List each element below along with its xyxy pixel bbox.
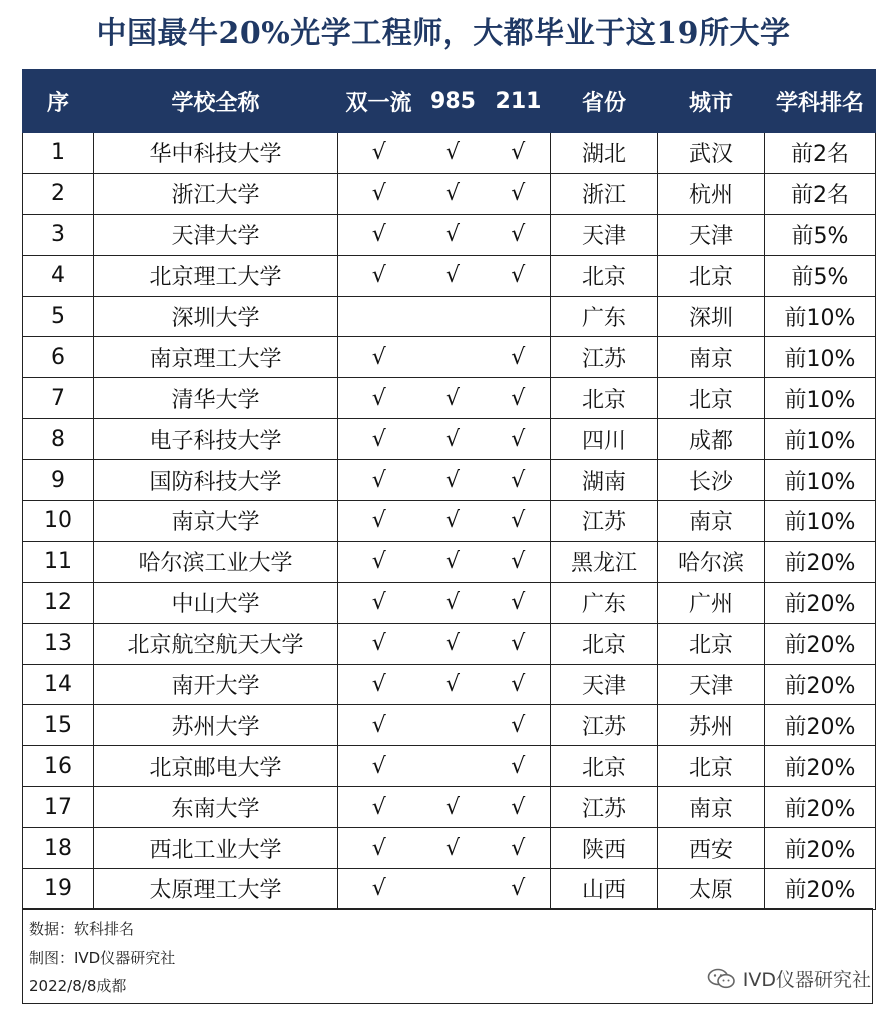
cell-985: √ (420, 173, 487, 214)
cell-university-name: 南京大学 (94, 501, 338, 542)
cell-city: 哈尔滨 (658, 541, 765, 582)
page-title: 中国最牛20%光学工程师，大都毕业于这19所大学 (96, 16, 791, 51)
cell-double-first-class: √ (338, 133, 420, 174)
header-rank: 学科排名 (765, 70, 876, 133)
cell-211 (487, 296, 551, 337)
header-no: 序 (23, 70, 94, 133)
header-province: 省份 (551, 70, 658, 133)
cell-rank: 前20% (765, 541, 876, 582)
cell-double-first-class: √ (338, 460, 420, 501)
table-row (23, 296, 876, 337)
cell-no: 14 (23, 664, 94, 705)
table-row (23, 828, 876, 869)
cell-211: √ (487, 255, 551, 296)
cell-city: 南京 (658, 787, 765, 828)
cell-city: 成都 (658, 419, 765, 460)
cell-985: √ (420, 133, 487, 174)
cell-985: √ (420, 582, 487, 623)
cell-985 (420, 296, 487, 337)
cell-double-first-class: √ (338, 337, 420, 378)
cell-rank: 前5% (765, 214, 876, 255)
table-header-row (23, 70, 876, 133)
cell-no: 6 (23, 337, 94, 378)
cell-university-name: 东南大学 (94, 787, 338, 828)
cell-rank: 前20% (765, 746, 876, 787)
table-row (23, 541, 876, 582)
cell-no: 19 (23, 869, 94, 910)
cell-province: 江苏 (551, 337, 658, 378)
cell-province: 广东 (551, 296, 658, 337)
cell-rank: 前2名 (765, 173, 876, 214)
cell-985: √ (420, 214, 487, 255)
cell-university-name: 天津大学 (94, 214, 338, 255)
cell-university-name: 南京理工大学 (94, 337, 338, 378)
cell-university-name: 北京邮电大学 (94, 746, 338, 787)
cell-city: 武汉 (658, 133, 765, 174)
cell-city: 北京 (658, 746, 765, 787)
cell-no: 9 (23, 460, 94, 501)
cell-985: √ (420, 501, 487, 542)
footer-maker: 制图：IVD仪器研究社 (29, 949, 176, 967)
cell-double-first-class: √ (338, 664, 420, 705)
cell-double-first-class (338, 296, 420, 337)
cell-province: 陕西 (551, 828, 658, 869)
cell-985 (420, 705, 487, 746)
table-row (23, 378, 876, 419)
cell-province: 江苏 (551, 705, 658, 746)
cell-no: 3 (23, 214, 94, 255)
cell-985: √ (420, 787, 487, 828)
cell-university-name: 浙江大学 (94, 173, 338, 214)
cell-university-name: 哈尔滨工业大学 (94, 541, 338, 582)
cell-211: √ (487, 787, 551, 828)
cell-no: 11 (23, 541, 94, 582)
cell-double-first-class: √ (338, 705, 420, 746)
cell-province: 黑龙江 (551, 541, 658, 582)
wechat-icon (707, 968, 737, 990)
cell-rank: 前20% (765, 787, 876, 828)
cell-university-name: 苏州大学 (94, 705, 338, 746)
cell-no: 18 (23, 828, 94, 869)
cell-211: √ (487, 623, 551, 664)
cell-985: √ (420, 664, 487, 705)
cell-city: 太原 (658, 869, 765, 910)
cell-985: √ (420, 541, 487, 582)
cell-no: 15 (23, 705, 94, 746)
cell-985: √ (420, 460, 487, 501)
cell-province: 山西 (551, 869, 658, 910)
cell-985: √ (420, 255, 487, 296)
cell-double-first-class: √ (338, 378, 420, 419)
cell-university-name: 北京航空航天大学 (94, 623, 338, 664)
cell-rank: 前5% (765, 255, 876, 296)
table-row (23, 460, 876, 501)
cell-rank: 前10% (765, 460, 876, 501)
cell-rank: 前10% (765, 378, 876, 419)
cell-province: 四川 (551, 419, 658, 460)
cell-city: 苏州 (658, 705, 765, 746)
header-city: 城市 (658, 70, 765, 133)
table-row (23, 705, 876, 746)
cell-985: √ (420, 378, 487, 419)
cell-university-name: 北京理工大学 (94, 255, 338, 296)
cell-university-name: 深圳大学 (94, 296, 338, 337)
cell-double-first-class: √ (338, 787, 420, 828)
cell-no: 12 (23, 582, 94, 623)
cell-city: 天津 (658, 214, 765, 255)
cell-province: 江苏 (551, 787, 658, 828)
table-row (23, 501, 876, 542)
cell-city: 北京 (658, 255, 765, 296)
cell-985: √ (420, 828, 487, 869)
cell-double-first-class: √ (338, 255, 420, 296)
cell-211: √ (487, 705, 551, 746)
cell-no: 2 (23, 173, 94, 214)
cell-university-name: 西北工业大学 (94, 828, 338, 869)
table-row (23, 623, 876, 664)
table-row (23, 214, 876, 255)
cell-211: √ (487, 664, 551, 705)
cell-double-first-class: √ (338, 501, 420, 542)
cell-double-first-class: √ (338, 623, 420, 664)
cell-double-first-class: √ (338, 541, 420, 582)
cell-city: 南京 (658, 501, 765, 542)
table-row (23, 582, 876, 623)
cell-double-first-class: √ (338, 869, 420, 910)
cell-province: 天津 (551, 214, 658, 255)
cell-985 (420, 337, 487, 378)
cell-university-name: 中山大学 (94, 582, 338, 623)
cell-rank: 前10% (765, 419, 876, 460)
cell-rank: 前10% (765, 501, 876, 542)
cell-province: 北京 (551, 746, 658, 787)
cell-double-first-class: √ (338, 582, 420, 623)
cell-no: 7 (23, 378, 94, 419)
cell-province: 北京 (551, 623, 658, 664)
cell-rank: 前20% (765, 828, 876, 869)
cell-985 (420, 746, 487, 787)
cell-rank: 前20% (765, 664, 876, 705)
cell-university-name: 电子科技大学 (94, 419, 338, 460)
table-row (23, 869, 876, 910)
cell-city: 北京 (658, 378, 765, 419)
cell-985 (420, 869, 487, 910)
cell-rank: 前20% (765, 869, 876, 910)
cell-no: 4 (23, 255, 94, 296)
cell-211: √ (487, 460, 551, 501)
cell-211: √ (487, 746, 551, 787)
header-985: 985 (420, 70, 487, 133)
table-row (23, 787, 876, 828)
cell-rank: 前20% (765, 705, 876, 746)
footer-source: 数据：软科排名 (29, 920, 135, 938)
table-row (23, 664, 876, 705)
cell-no: 17 (23, 787, 94, 828)
cell-no: 1 (23, 133, 94, 174)
cell-university-name: 太原理工大学 (94, 869, 338, 910)
cell-province: 江苏 (551, 501, 658, 542)
cell-211: √ (487, 582, 551, 623)
cell-double-first-class: √ (338, 173, 420, 214)
header-211: 211 (487, 70, 551, 133)
cell-city: 南京 (658, 337, 765, 378)
cell-city: 广州 (658, 582, 765, 623)
cell-province: 浙江 (551, 173, 658, 214)
table-row (23, 746, 876, 787)
cell-no: 16 (23, 746, 94, 787)
table-row (23, 337, 876, 378)
cell-no: 13 (23, 623, 94, 664)
cell-province: 广东 (551, 582, 658, 623)
cell-rank: 前20% (765, 582, 876, 623)
cell-211: √ (487, 828, 551, 869)
cell-city: 长沙 (658, 460, 765, 501)
watermark (707, 965, 871, 992)
cell-city: 天津 (658, 664, 765, 705)
header-name: 学校全称 (94, 70, 338, 133)
cell-city: 西安 (658, 828, 765, 869)
cell-city: 北京 (658, 623, 765, 664)
cell-university-name: 华中科技大学 (94, 133, 338, 174)
cell-211: √ (487, 501, 551, 542)
cell-double-first-class: √ (338, 828, 420, 869)
cell-211: √ (487, 173, 551, 214)
table-row (23, 173, 876, 214)
cell-double-first-class: √ (338, 419, 420, 460)
cell-city: 杭州 (658, 173, 765, 214)
table-row (23, 255, 876, 296)
cell-211: √ (487, 419, 551, 460)
cell-211: √ (487, 337, 551, 378)
table-row (23, 419, 876, 460)
cell-rank: 前10% (765, 337, 876, 378)
cell-province: 北京 (551, 378, 658, 419)
cell-rank: 前10% (765, 296, 876, 337)
cell-university-name: 清华大学 (94, 378, 338, 419)
table-row (23, 133, 876, 174)
cell-no: 8 (23, 419, 94, 460)
cell-985: √ (420, 623, 487, 664)
header-double-first-class: 双一流 (338, 70, 420, 133)
cell-211: √ (487, 378, 551, 419)
cell-city: 深圳 (658, 296, 765, 337)
cell-rank: 前2名 (765, 133, 876, 174)
cell-211: √ (487, 869, 551, 910)
university-table (22, 69, 876, 910)
cell-no: 5 (23, 296, 94, 337)
watermark-text: IVD仪器研究社 (742, 969, 871, 991)
cell-university-name: 南开大学 (94, 664, 338, 705)
cell-985: √ (420, 419, 487, 460)
cell-double-first-class: √ (338, 746, 420, 787)
cell-province: 天津 (551, 664, 658, 705)
cell-211: √ (487, 214, 551, 255)
cell-province: 湖南 (551, 460, 658, 501)
cell-211: √ (487, 133, 551, 174)
cell-rank: 前20% (765, 623, 876, 664)
footer-date: 2022/8/8成都 (29, 977, 127, 995)
cell-province: 北京 (551, 255, 658, 296)
cell-province: 湖北 (551, 133, 658, 174)
cell-university-name: 国防科技大学 (94, 460, 338, 501)
cell-double-first-class: √ (338, 214, 420, 255)
cell-211: √ (487, 541, 551, 582)
cell-no: 10 (23, 501, 94, 542)
